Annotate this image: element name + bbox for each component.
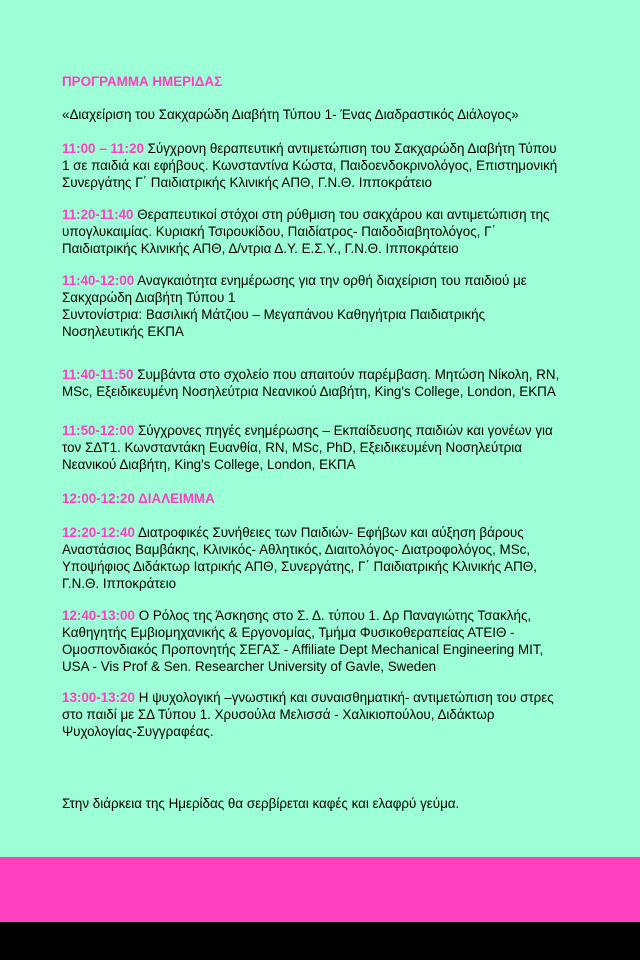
program-time: 11:40-11:50 [62,367,134,382]
program-text-line: Νεανικού Διαβήτη, King's College, London, ΕΚΠΑ [62,457,356,472]
program-text-line: MSc, Εξειδικευμένη Νοσηλεύτρια Νεανικού Διαβήτη, King's College, London, ΕΚΠΑ [62,384,556,399]
program-time: 11:50-12:00 [62,423,135,438]
program-text-line: Αναγκαιότητα ενημέρωσης για την ορθή διαχείριση του παιδιού με [134,273,527,288]
program-item [62,206,622,257]
program-time: 11:40-12:00 [62,273,135,288]
program-time: 12:40-13:00 [62,608,135,623]
program-time: 12:20-12:40 [62,525,135,540]
program-text-line: 1 σε παιδιά και εφήβους. Κωνσταντίνα Κώστα, Παιδοενδοκρινολόγος, Επιστημονική [62,158,558,173]
program-item [62,689,622,740]
program-text-line: Η ψυχολογική –γνωστική και συναισθηματική- αντιμετώπιση του στρες [134,690,554,705]
program-text-line: Σακχαρώδη Διαβήτη Τύπου 1 [62,290,236,305]
program-time: 11:20-11:40 [62,207,134,222]
program-text-line: Ο Ρόλος της Άσκησης στο Σ. Δ. τύπου 1. Δρ Παναγιώτης Τσακλής, [134,608,532,623]
footer-band [0,857,640,922]
program-text-line: Καθηγητής Εμβιομηχανικής & Εργονομίας, Τμήμα Φυσικοθεραπείας ΑΤΕΙΘ - [62,625,515,640]
program-text-line: Νοσηλευτικής ΕΚΠΑ [62,324,184,339]
program-text-line: υπογλυκαιμίας. Κυριακή Τσιρουκίδου, Παιδίατρος- Παιδοδιαβητολόγος, Γ΄ [62,224,496,239]
program-text-line: Διατροφικές Συνήθειες των Παιδιών- Εφήβων και αύξηση βάρους [134,525,524,540]
footer-note: Στην διάρκεια της Ημερίδας θα σερβίρεται καφές και ελαφρύ γεύμα. [62,796,460,811]
program-time: 12:00-12:20 ΔΙΑΛΕΙΜΜΑ [62,491,215,506]
document-subtitle: «Διαχείριση του Σακχαρώδη Διαβήτη Τύπου 1- Ένας Διαδραστικός Διάλογος» [62,107,519,122]
program-text-line: Σύγχρονη θεραπευτική αντιμετώπιση του Σακχαρώδη Διαβήτη Τύπου [143,141,557,156]
program-text-line: τον ΣΔΤ1. Κωνσταντάκη Ευανθία, RN, MSc, PhD, Εξειδικευμένη Νοσηλεύτρια [62,440,522,455]
program-text-line: Συνεργάτης Γ΄ Παιδιατρικής Κλινικής ΑΠΘ, Γ.Ν.Θ. Ιπποκράτειο [62,175,432,190]
program-text-line: Σύγχρονες πηγές ενημέρωσης – Εκπαίδευσης παιδιών και γονέων για [134,423,553,438]
program-time: 11:00 – 11:20 [62,141,144,156]
program-item [62,272,622,340]
program-text-line: Συντονίστρια: Βασιλική Μάτζιου – Μεγαπάνου Καθηγήτρια Παιδιατρικής [62,307,486,322]
program-text-line: Ομοσπονδιακός Προπονητής ΣΕΓΑΣ - Affiliate Dept Mechanical Engineering MIT, [62,642,544,657]
program-text-line: Ψυχολογίας-Συγγραφέας. [62,724,214,739]
program-text-line: Αναστάσιος Βαμβάκης, Κλινικός- Αθλητικός, Διαιτολόγος- Διατροφολόγος, MSc, [62,542,531,557]
program-text-line: USA - Vis Prof & Sen. Researcher University of Gavle, Sweden [62,659,437,674]
program-item [62,366,622,400]
program-text-line: στο παιδί με ΣΔ Τύπου 1. Χρυσούλα Μελισσά - Χαλικιοπούλου, Διδάκτωρ [62,707,495,722]
program-text-line: Συμβάντα στο σχολείο που απαιτούν παρέμβαση. Μητώση Νίκολη, RN, [133,367,560,382]
program-text-line: Υποψήφιος Διδάκτωρ Ιατρικής ΑΠΘ, Συνεργάτης, Γ΄ Παιδιατρικής Κλινικής ΑΠΘ, [62,559,537,574]
program-time: 13:00-13:20 [62,690,135,705]
program-item [62,607,622,675]
program-text-line: Παιδιατρικής Κλινικής ΑΠΘ, Δ/ντρια Δ.Υ. Ε.Σ.Υ., Γ.Ν.Θ. Ιπποκράτειο [62,241,459,256]
program-item [62,422,622,473]
document-title: ΠΡΟΓΡΑΜΜΑ ΗΜΕΡΙΔΑΣ [62,74,223,89]
bottom-bar [0,922,640,960]
program-text-line: Γ.Ν.Θ. Ιπποκράτειο [62,576,177,591]
break-item [62,490,622,507]
program-item [62,524,622,592]
program-item [62,140,622,191]
program-text-line: Θεραπευτικοί στόχοι στη ρύθμιση του σακχάρου και αντιμετώπιση της [133,207,550,222]
